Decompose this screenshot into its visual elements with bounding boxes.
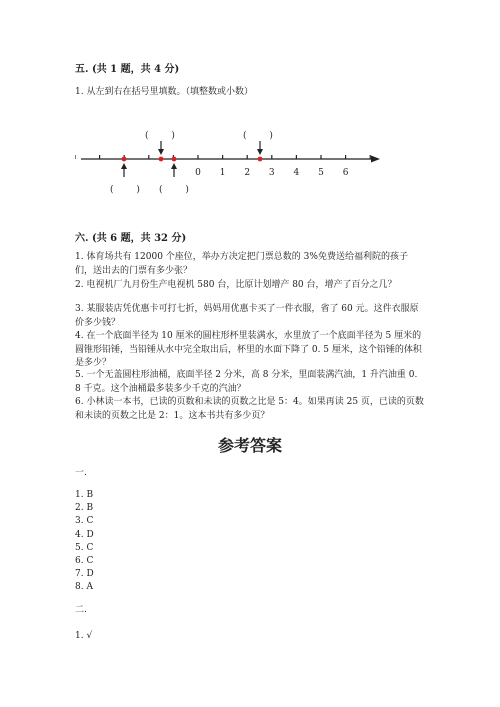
number-line-figure: [75, 125, 395, 195]
number-line-tick-label: 1: [219, 168, 226, 178]
section6-question-2: 2. 电视机厂九月份生产电视机 580 台，比原计划增产 80 台，增产了百分之几？: [75, 280, 397, 290]
section6-question-3: 3. 某服装店凭优惠卡可打七折，妈妈用优惠卡买了一件衣服，省了 60 元。这件衣服原价多少钱？: [75, 304, 419, 328]
answers-part2-heading: 二.: [75, 605, 87, 615]
number-line-arrowhead: [371, 156, 380, 163]
answer-item: 1. B: [75, 490, 94, 500]
red-point-marker: [159, 157, 164, 162]
number-line-ticks: [75, 155, 370, 159]
answer-blank-bottom-2: ( ): [159, 185, 189, 195]
answer-item: 8. A: [75, 582, 93, 593]
number-line-tick-label: 2: [244, 168, 251, 178]
answer-item: 7. D: [75, 569, 94, 580]
section6-question-6: 6. 小林读一本书，已读的页数和未读的页数之比是 5：4。如果再读 25 页，已读的页数和未读的页数之比是 2：1。这本书共有多少页？: [75, 397, 424, 421]
red-point-marker: [258, 157, 263, 162]
answers-part2-list: [75, 630, 92, 643]
down-arrow-icon: [158, 141, 164, 155]
section6-question-1: 1. 体育场共有 12000 个座位，举办方决定把门票总数的 3%免费送给福利院的孩子们，送出去的门票有多少张？: [75, 252, 408, 276]
number-line-tick-label: 5: [318, 168, 324, 178]
number-line-tick-label: 0: [195, 168, 201, 178]
number-line-tick-labels: [195, 168, 349, 178]
up-arrow-icon: [171, 163, 177, 177]
number-line-tick-label: 4: [293, 168, 300, 178]
answer-blank-top-2: ( ): [243, 131, 273, 141]
section6-question-4: 4. 在一个底面半径为 10 厘米的圆柱形杯里装满水，水里放了一个底面半径为 5 厘米的圆锥形铅锤，当铅锤从水中完全取出后，杯里的水面下降了 0. 5 厘米，这个铅锤的体积是多少？: [75, 331, 422, 368]
answer-blank-top-1: ( ): [145, 131, 175, 141]
red-point-marker: [122, 157, 127, 162]
number-line-tick-label: 3: [268, 168, 275, 178]
number-line-tick-label: 6: [342, 168, 349, 178]
answer-item: 5. C: [75, 542, 94, 553]
answers-title: 参考答案: [217, 436, 282, 455]
answer-item: 2. B: [75, 503, 94, 514]
down-arrow-icon: [257, 141, 263, 155]
section5-question-1: 1. 从左到右在括号里填数。（填整数或小数）: [75, 87, 253, 97]
answer-item: 1. √: [75, 631, 93, 641]
section5-heading: 五. (共 1 题，共 4 分): [75, 64, 180, 75]
answer-item: 4. D: [75, 529, 94, 540]
answer-item: 3. C: [75, 516, 94, 527]
answer-blank-bottom-1: ( ): [110, 185, 140, 195]
red-point-marker: [172, 157, 177, 162]
answers-part1-list: [75, 489, 94, 595]
answers-part1-heading: 一.: [75, 468, 87, 478]
up-arrow-icon: [121, 163, 127, 177]
section6-heading: 六. (共 6 题，共 32 分): [75, 233, 187, 244]
section6-question-5: 5. 一个无盖圆柱形油桶，底面半径 2 分米，高 8 分米，里面装满汽油，1 升汽油重 0. 8 千克。这个油桶最多装多少千克的汽油？: [75, 370, 418, 394]
answer-item: 6. C: [75, 555, 94, 566]
